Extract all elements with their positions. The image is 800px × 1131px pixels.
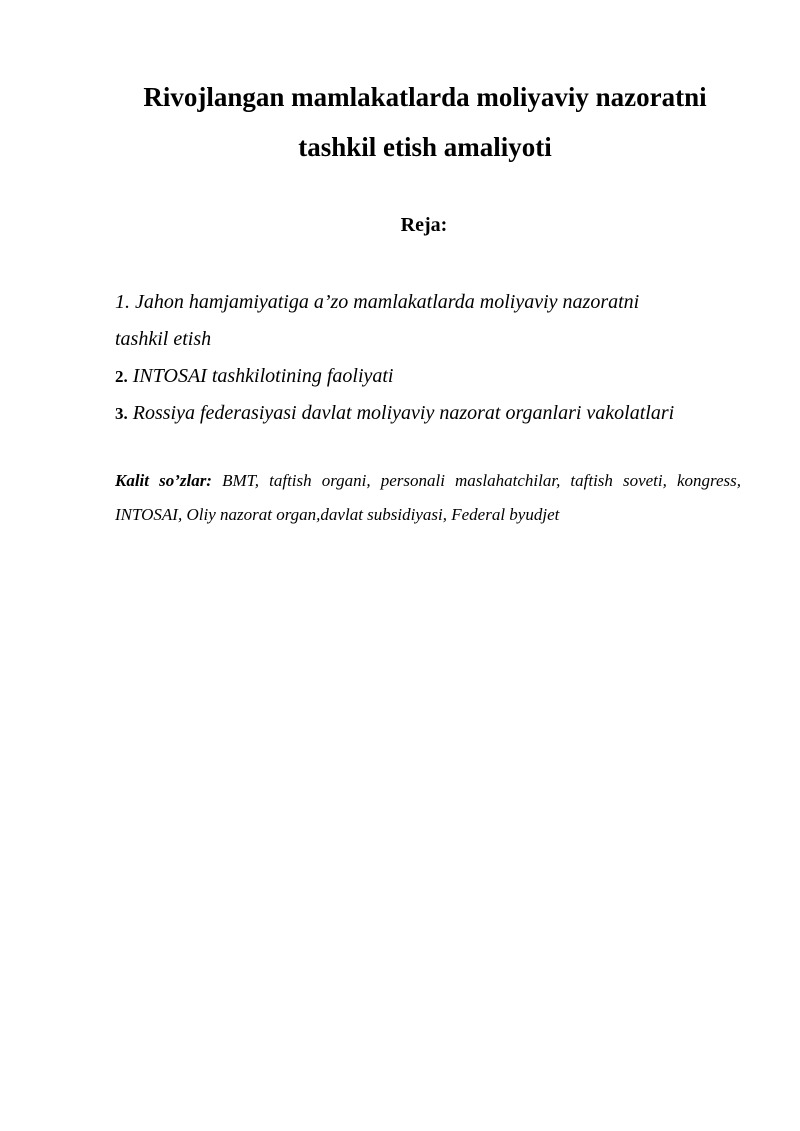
keywords-paragraph — [115, 464, 741, 532]
plan-item-number: 3. — [115, 404, 128, 423]
plan-item-3 — [115, 395, 755, 432]
title-line-2: tashkil etish amaliyoti — [298, 132, 552, 162]
document-title — [80, 72, 770, 172]
plan-item-1-continuation — [115, 321, 755, 358]
plan-heading: Reja: — [400, 214, 448, 236]
plan-item-text: Rossiya federasiyasi davlat moliyaviy nazorat organlari vakolatlari — [132, 402, 675, 424]
keywords-label: Kalit so’zlar: — [115, 471, 212, 490]
plan-item-text: tashkil etish — [115, 328, 212, 350]
keywords-text: BMT, taftish organi, personali maslahatchilar, taftish soveti, kongress, INTOSAI, Oliy nazorat organ,davlat subsidiyasi, Federal byudjet — [115, 471, 742, 524]
plan-item-number: 2. — [115, 367, 128, 386]
plan-list — [115, 284, 755, 432]
title-line-1: Rivojlangan mamlakatlarda moliyaviy nazoratni — [143, 82, 707, 112]
plan-item-1 — [115, 284, 755, 321]
plan-item-text: INTOSAI tashkilotining faoliyati — [132, 365, 394, 387]
plan-item-number: 1. — [115, 291, 130, 313]
plan-item-2 — [115, 358, 755, 395]
plan-item-text: Jahon hamjamiyatiga a’zo mamlakatlarda moliyaviy nazoratni — [135, 291, 640, 313]
